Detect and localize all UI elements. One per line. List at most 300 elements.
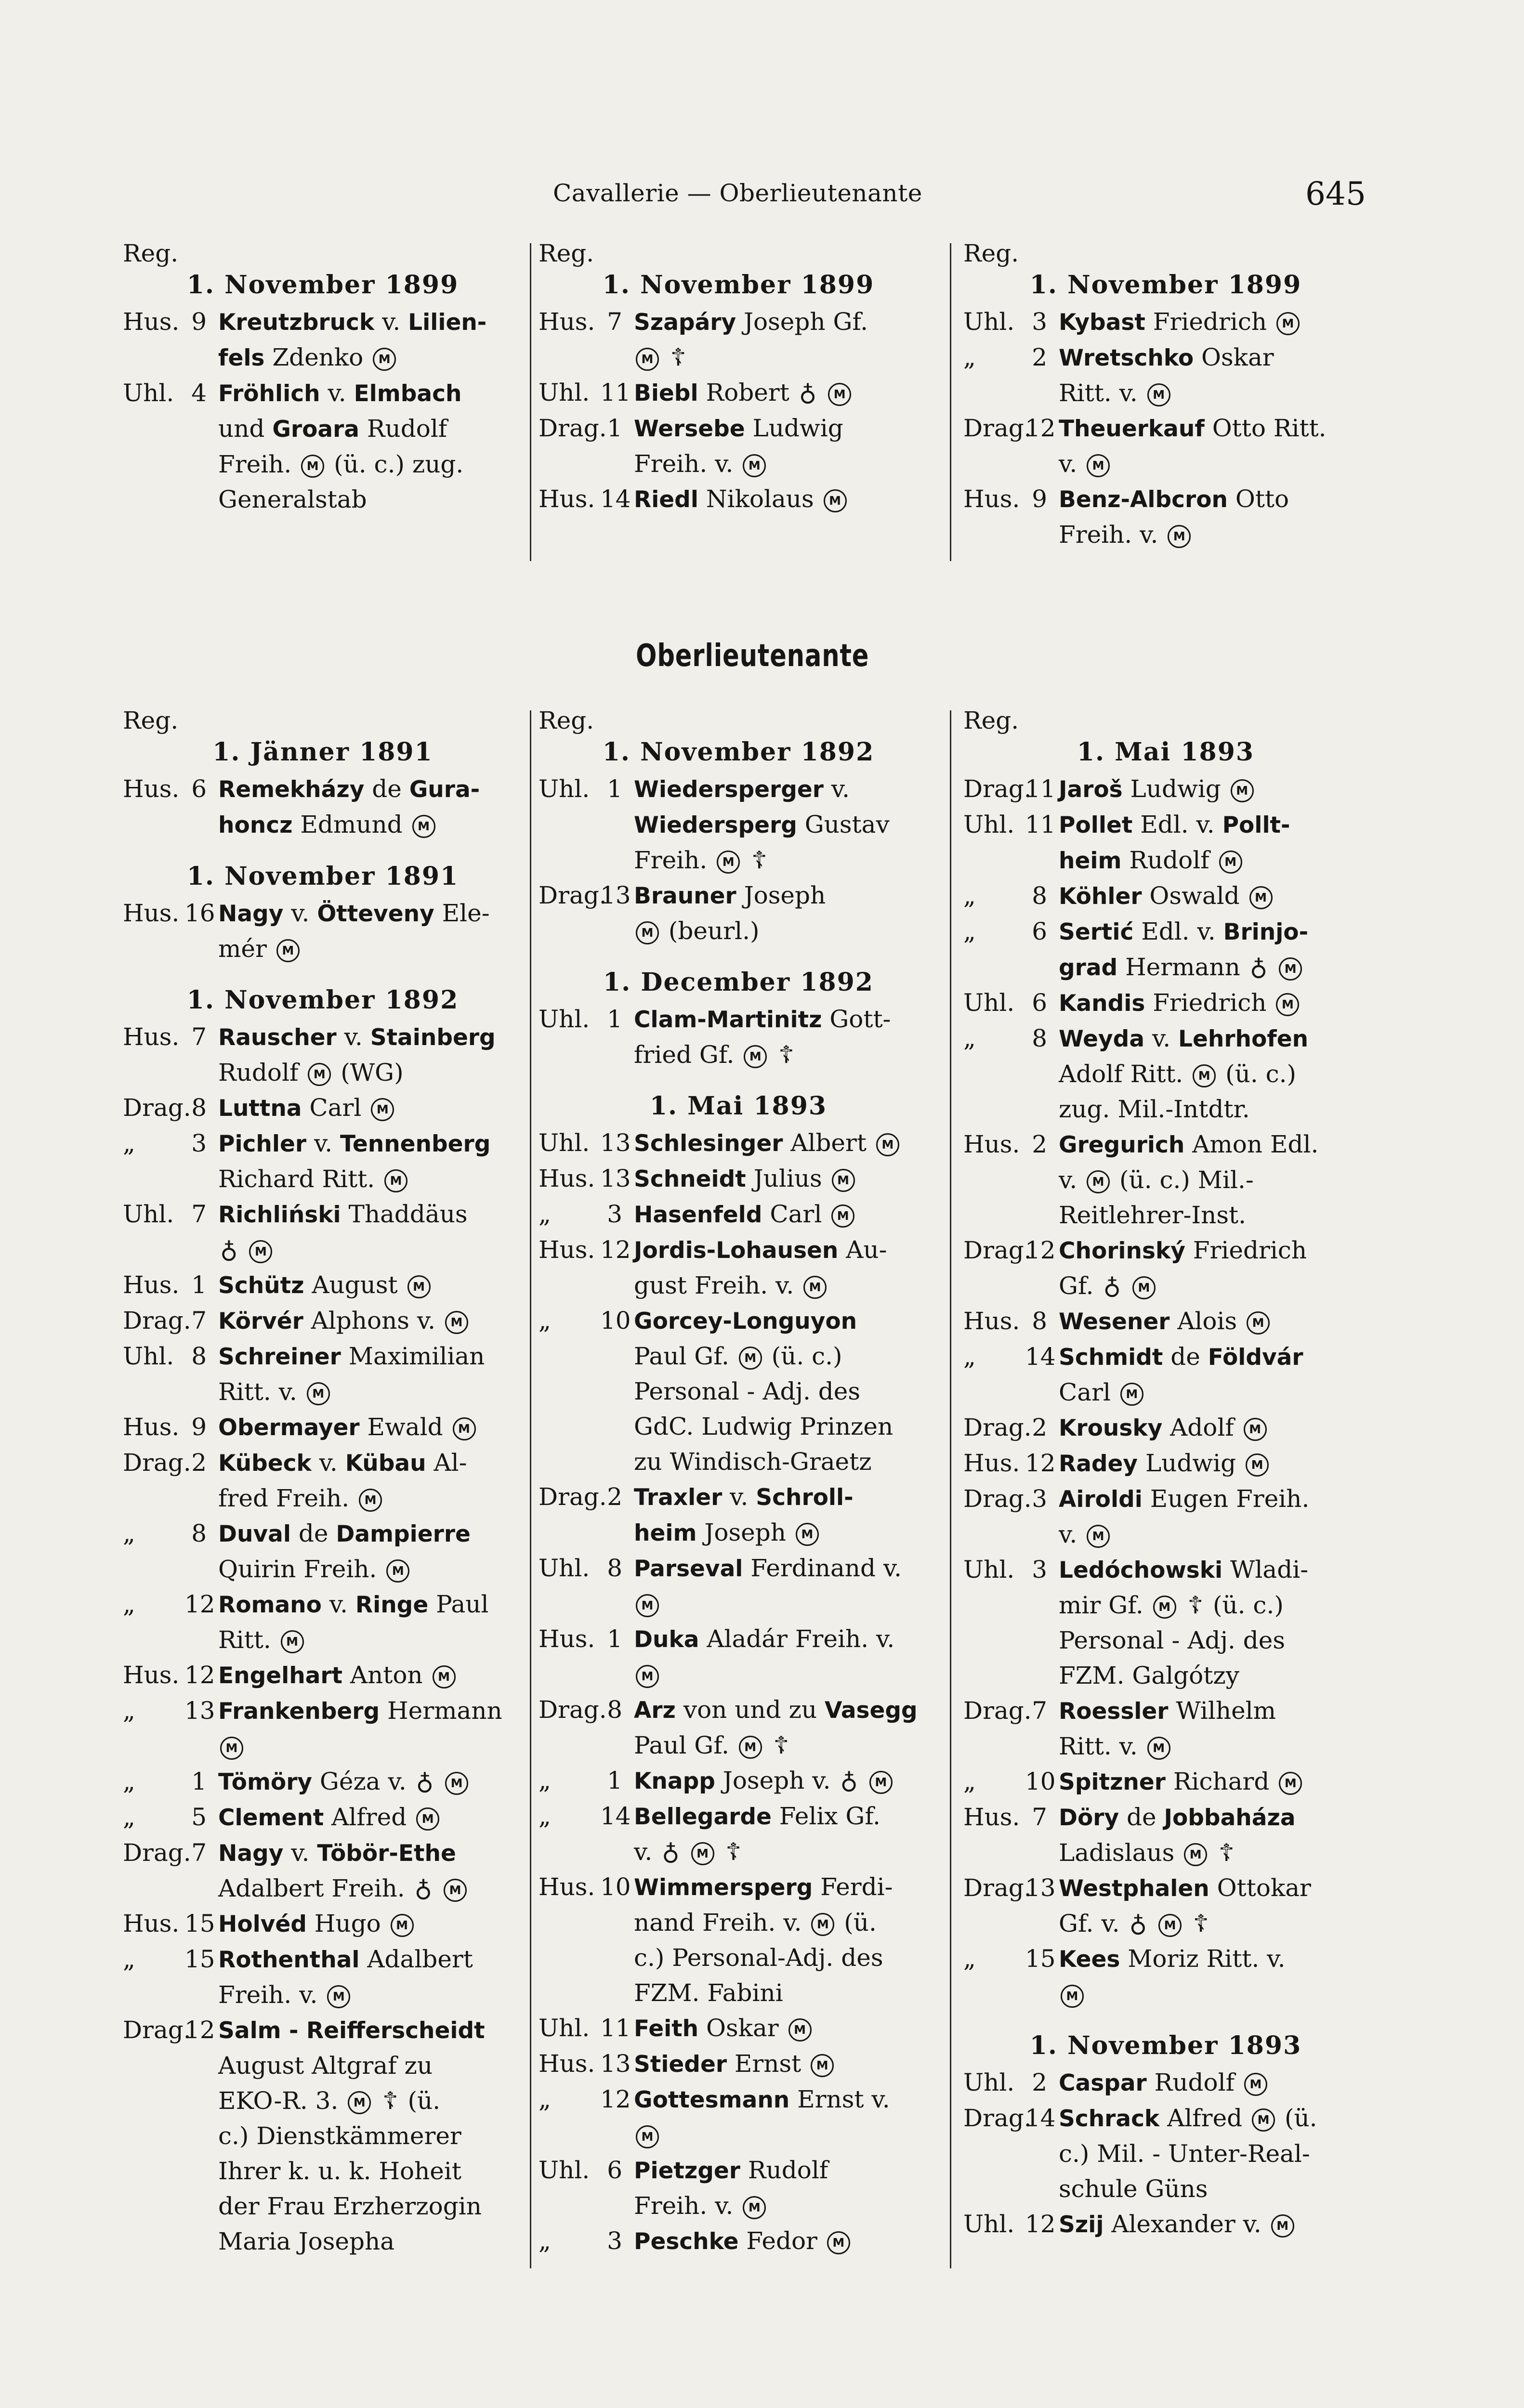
regiment-number: 14: [1025, 2104, 1056, 2132]
regiment-type: Uhl.: [539, 1005, 590, 1033]
text-line: Sertić Edl. v. Brinjo-: [1059, 917, 1309, 945]
regiment-number: 7: [1032, 1803, 1047, 1831]
date-heading: 1. Mai 1893: [649, 1091, 828, 1121]
surname: Rauscher: [218, 1024, 337, 1051]
officer-entry: [123, 304, 523, 376]
surname: Kübau: [345, 1450, 426, 1477]
officer-entry: [123, 1303, 523, 1339]
regiment-number: 13: [1025, 1874, 1056, 1902]
officer-text: [1059, 1552, 1368, 1693]
surname: Schmidt: [1059, 1344, 1163, 1371]
text-line: Engelhart Anton M: [218, 1658, 523, 1693]
text-line: v. M: [1059, 1517, 1368, 1552]
medal-icon: M: [1168, 525, 1191, 548]
regiment-number: 11: [1025, 811, 1056, 838]
medal-icon: M: [308, 1063, 331, 1086]
regiment-type: Hus.: [539, 485, 595, 513]
regiment-type: „: [123, 1803, 135, 1831]
regiment-type: Drag.: [963, 1485, 1032, 1513]
officer-entry: [123, 1268, 523, 1303]
officer-entry: [539, 1479, 938, 1551]
officer-text: [1059, 914, 1368, 985]
medal-icon: M: [1247, 1311, 1270, 1335]
surname: Bellegarde: [634, 1804, 772, 1830]
medal-icon: M: [739, 1736, 762, 1759]
text-line: Freih. v. M: [1059, 517, 1368, 552]
officer-text: [634, 411, 938, 482]
surname: Ringe: [355, 1592, 429, 1618]
officer-entry: [539, 1622, 938, 1692]
text-line: Caspar Rudolf M: [1059, 2065, 1368, 2101]
text-line: v. M: [1059, 446, 1368, 482]
regiment-number: 15: [184, 1945, 215, 1973]
text-line: Westphalen Ottokar: [1059, 1874, 1311, 1902]
regiment-number: 8: [1032, 1024, 1047, 1052]
text-line: c.) Personal-Adj. des: [634, 1944, 883, 1972]
text-line: Carl M: [1059, 1375, 1368, 1410]
regiment-number: 12: [600, 2085, 631, 2113]
text-line: [634, 340, 938, 375]
surname: heim: [1059, 848, 1122, 874]
officer-entry: [539, 375, 938, 411]
regiment-type: „: [539, 1307, 551, 1335]
text-line: Szapáry Joseph Gf.: [634, 308, 868, 336]
date-heading: 1. November 1892: [186, 985, 459, 1015]
medal-icon: M: [1147, 383, 1170, 406]
officer-entry: [123, 1445, 523, 1516]
regiment-type: Hus.: [123, 1661, 180, 1689]
surname: fels: [218, 345, 265, 371]
regiment-number: 14: [600, 1802, 631, 1830]
text-line: Richard Ritt. M: [218, 1162, 523, 1197]
officer-entry: [539, 1303, 938, 1479]
officer-text: [218, 1516, 523, 1587]
medal-icon: M: [327, 1985, 350, 2008]
surname: Elmbach: [354, 380, 462, 407]
medal-icon: M: [384, 1169, 407, 1192]
regiment-type: Drag.: [963, 1874, 1032, 1902]
officer-entry: [963, 1021, 1368, 1127]
column-rule: [950, 710, 951, 2268]
text-line: Wesener Alois M: [1059, 1304, 1368, 1339]
medal-icon: M: [744, 1045, 767, 1068]
officer-entry: [963, 1764, 1368, 1800]
regiment-number: 3: [191, 1129, 207, 1157]
officer-text: [1059, 1446, 1368, 1481]
page-number: 645: [1305, 175, 1366, 212]
surname: Remekházy: [218, 776, 365, 803]
medal-icon: M: [636, 348, 659, 371]
text-line: Obermayer Ewald M: [218, 1410, 523, 1445]
text-line: Tömöry Géza v. ♁ M: [218, 1764, 523, 1800]
officer-text: [218, 1126, 523, 1197]
regiment-number: 13: [600, 2050, 631, 2078]
officer-entry: [963, 2065, 1368, 2101]
medal-icon: M: [1244, 1418, 1267, 1441]
text-line: Jordis-Lohausen Au-: [634, 1236, 887, 1264]
officer-entry: [539, 1692, 938, 1763]
text-line: Paul Gf. M (ü. c.): [634, 1342, 842, 1370]
regiment-type: „: [539, 2227, 551, 2255]
text-line: Köhler Oswald M: [1059, 878, 1368, 914]
text-line: Duka Aladár Freih. v.: [634, 1625, 895, 1653]
surname: Jaroš: [1059, 776, 1123, 803]
surname: Ledóchowski: [1059, 1557, 1223, 1584]
surname: Gura-: [409, 776, 480, 803]
regiment-type: Uhl.: [539, 1129, 590, 1157]
surname: Jordis-Lohausen: [634, 1237, 839, 1264]
regiment-number: 5: [191, 1803, 207, 1831]
group-gap: [123, 967, 523, 981]
text-line: Clement Alfred M: [218, 1800, 523, 1835]
surname: Köhler: [1059, 883, 1142, 910]
officer-entry: [123, 1197, 523, 1268]
officer-text: [634, 2082, 938, 2153]
surname: Vasegg: [825, 1697, 918, 1724]
medal-icon: M: [743, 454, 766, 477]
text-line: Hasenfeld Carl M: [634, 1197, 938, 1232]
medal-icon: M: [453, 1417, 476, 1440]
medal-icon: M: [1276, 993, 1299, 1016]
date-heading: 1. November 1892: [602, 737, 875, 767]
reg-label: Reg.: [539, 239, 594, 267]
officer-entry: [963, 807, 1368, 878]
text-line: Freih. M ☦: [634, 846, 767, 874]
officer-entry: [963, 1339, 1368, 1410]
regiment-type: Uhl.: [123, 1342, 174, 1370]
medal-icon: M: [386, 1559, 409, 1583]
text-line: Bellegarde Felix Gf.: [634, 1802, 880, 1830]
surname: Hasenfeld: [634, 1202, 762, 1228]
medal-icon: M: [412, 815, 435, 838]
regiment-type: Hus.: [123, 1413, 180, 1441]
officer-entry: [539, 1161, 938, 1197]
regiment-number: 2: [607, 1483, 622, 1511]
regiment-number: 8: [607, 1696, 622, 1724]
text-line: v. M (ü. c.) Mil.-: [1059, 1166, 1254, 1194]
officer-entry: [123, 1906, 523, 1942]
date-heading: 1. November 1899: [602, 270, 875, 300]
regiment-type: Drag.: [539, 414, 607, 442]
text-line: Maria Josepha: [218, 2227, 395, 2255]
regiment-type: Uhl.: [963, 811, 1015, 838]
text-line: [218, 2013, 523, 2048]
medal-icon: M: [1231, 779, 1254, 802]
text-line: Wimmersperg Ferdi-: [634, 1873, 893, 1901]
column-rule: [530, 710, 531, 2268]
medal-icon: M: [636, 2125, 659, 2148]
text-line: Radey Ludwig M: [1059, 1446, 1368, 1481]
text-line: Adolf Ritt. M (ü. c.): [1059, 1060, 1297, 1088]
surname: Pichler: [218, 1131, 307, 1157]
regiment-number: 13: [600, 881, 631, 909]
officer-text: [1059, 1339, 1368, 1410]
regiment-number: 8: [1032, 882, 1047, 910]
surname: Kreutzbruck: [218, 309, 375, 336]
regiment-number: 12: [1025, 414, 1056, 442]
reg-label: Reg.: [963, 239, 1019, 267]
surname: Gregurich: [1059, 1132, 1185, 1158]
group-gap: [539, 1073, 938, 1087]
text-line: Duval de Dampierre: [218, 1519, 471, 1547]
officer-text: [1059, 1304, 1368, 1339]
officer-text: [634, 2224, 938, 2259]
text-line: Gf. ♁ M: [1059, 1269, 1368, 1304]
medal-icon: M: [416, 1807, 439, 1831]
officer-text: [634, 1197, 938, 1232]
officer-text: [218, 1020, 523, 1090]
officer-entry: [539, 2153, 938, 2224]
regiment-type: Hus.: [539, 1625, 595, 1653]
surname: Nagy: [218, 901, 284, 927]
officer-text: [218, 304, 523, 376]
text-line: Peschke Fedor M: [634, 2224, 938, 2259]
officer-text: [1059, 482, 1368, 552]
text-line: August Altgraf zu: [218, 2052, 433, 2080]
text-line: Kreutzbruck v. Lilien-: [218, 308, 487, 336]
officer-entry: [963, 304, 1368, 340]
text-line: Spitzner Richard M: [1059, 1764, 1368, 1800]
regiment-type: Uhl.: [963, 2068, 1015, 2096]
surname: Radey: [1059, 1451, 1138, 1477]
officer-text: [634, 375, 938, 411]
medal-icon: M: [811, 2054, 834, 2077]
officer-entry: [539, 482, 938, 517]
text-line: Schrack Alfred M (ü.: [1059, 2104, 1317, 2132]
regiment-number: 8: [191, 1342, 207, 1370]
medal-icon: M: [1120, 1383, 1143, 1406]
regiment-type: Hus.: [963, 1449, 1020, 1477]
officer-entry: [539, 1799, 938, 1870]
regiment-number: 11: [600, 379, 631, 406]
text-line: Airoldi Eugen Freih.: [1059, 1485, 1310, 1513]
surname: Lehrhofen: [1178, 1026, 1309, 1052]
officer-text: [218, 2013, 523, 2259]
medal-icon: M: [717, 851, 740, 874]
cross-icon: ☦: [1219, 1839, 1235, 1867]
regiment-type: Uhl.: [539, 1554, 590, 1582]
text-line: Adalbert Freih. ♁ M: [218, 1871, 523, 1906]
regiment-number: 13: [600, 1165, 631, 1192]
surname: Roessler: [1059, 1698, 1169, 1725]
officer-entry: [963, 1552, 1368, 1693]
officer-entry: [539, 1232, 938, 1303]
regiment-type: Uhl.: [123, 379, 174, 407]
text-line: Quirin Freih. M: [218, 1552, 523, 1587]
surname: Kybast: [1059, 309, 1145, 336]
text-line: Arz von und zu Vasegg: [634, 1696, 918, 1724]
reg-label: Reg.: [963, 707, 1019, 734]
text-line: [634, 1586, 938, 1622]
medal-icon: M: [1252, 2108, 1275, 2132]
text-line: Rauscher v. Stainberg: [218, 1023, 496, 1051]
surname: Duka: [634, 1626, 699, 1653]
text-line: Freih. M (ü. c.) zug.: [218, 450, 464, 478]
cross-icon: ☦: [725, 1838, 741, 1866]
regiment-type: Drag.: [963, 1413, 1032, 1441]
regiment-type: Hus.: [539, 2050, 595, 2078]
text-line: Romano v. Ringe Paul: [218, 1590, 489, 1618]
cross-icon: ☦: [778, 1041, 794, 1069]
regiment-type: „: [539, 1802, 551, 1830]
surname: heim: [634, 1520, 697, 1546]
officer-text: [634, 1002, 938, 1073]
running-title: Cavallerie — Oberlieutenante: [553, 179, 922, 207]
officer-entry: [963, 1410, 1368, 1446]
officer-entry: [963, 2101, 1368, 2207]
surname: Kübeck: [218, 1450, 312, 1477]
surname: Theuerkauf: [1059, 416, 1205, 442]
text-line: Schütz August M: [218, 1268, 523, 1303]
officer-text: [634, 1692, 938, 1763]
text-line: Ritt. v. M: [1059, 376, 1368, 411]
regiment-type: Hus.: [539, 1236, 595, 1264]
officer-entry: [123, 1339, 523, 1410]
surname: Jobbaháza: [1164, 1805, 1296, 1831]
officer-text: [218, 1906, 523, 1942]
regiment-type: Hus.: [123, 899, 180, 927]
text-line: Ritt. v. M: [218, 1374, 523, 1410]
regiment-number: 8: [191, 1519, 207, 1547]
regiment-type: „: [539, 2085, 551, 2113]
medal-icon: M: [249, 1240, 272, 1263]
officer-text: [218, 1658, 523, 1693]
top-column-3: [963, 241, 1368, 552]
text-line: c.) Dienstkämmerer: [218, 2122, 461, 2150]
text-line: Freih. v. M: [218, 1977, 523, 2013]
officer-text: [218, 1303, 523, 1339]
main-column-3: [963, 708, 1368, 2242]
regiment-number: 3: [607, 2227, 622, 2255]
medal-icon: M: [220, 1737, 243, 1760]
officer-entry: [963, 411, 1368, 482]
cross-icon: ☦: [382, 2087, 398, 2115]
text-line: fred Freih. M: [218, 1481, 523, 1516]
surname: Sertić: [1059, 919, 1134, 945]
officer-entry: [963, 482, 1368, 552]
officer-text: [634, 1551, 938, 1622]
officer-text: [1059, 1693, 1368, 1764]
text-line: Biebl Robert ♁ M: [634, 375, 938, 411]
surname: Kees: [1059, 1946, 1120, 1973]
regiment-number: 3: [607, 1200, 622, 1228]
text-line: Riedl Nikolaus M: [634, 482, 938, 517]
text-line: Schneidt Julius M: [634, 1161, 938, 1197]
officer-text: [1059, 1127, 1368, 1233]
regiment-type: Drag.: [123, 1094, 191, 1122]
group-gap: [123, 843, 523, 857]
surname: Rothenthal: [218, 1947, 360, 1973]
officer-text: [634, 878, 938, 949]
surname: Engelhart: [218, 1662, 343, 1689]
surname: Feith: [634, 2015, 699, 2042]
text-line: Nagy v. Töbör-Ethe: [218, 1839, 456, 1867]
surname: Riedl: [634, 486, 698, 513]
text-line: Generalstab: [218, 485, 367, 513]
officer-text: [634, 482, 938, 517]
surname: Wersebe: [634, 416, 745, 442]
medal-icon: M: [743, 2196, 766, 2219]
regiment-type: Hus.: [123, 308, 180, 336]
medal-icon: M: [1246, 1453, 1269, 1477]
text-line: [634, 1657, 938, 1692]
regiment-number: 8: [191, 1094, 207, 1122]
surname: Westphalen: [1059, 1875, 1209, 1902]
surname: Döry: [1059, 1805, 1119, 1831]
officer-text: [218, 1693, 523, 1764]
officer-text: [218, 896, 523, 967]
medal-icon: M: [1061, 1985, 1084, 2008]
medal-icon: M: [803, 1276, 827, 1299]
text-line: Benz-Albcron Otto: [1059, 485, 1289, 513]
text-line: Holvéd Hugo M: [218, 1906, 523, 1942]
officer-entry: [123, 1410, 523, 1445]
officer-text: [1059, 1871, 1368, 1941]
text-line: [634, 1303, 938, 1339]
text-line: Rudolf M (WG): [218, 1059, 404, 1086]
text-line: mir Gf. M ☦ (ü. c.): [1059, 1591, 1284, 1619]
text-line: Clam-Martinitz Gott-: [634, 1005, 891, 1033]
text-line: zu Windisch-Graetz: [634, 1448, 872, 1476]
text-line: Ihrer k. u. k. Hoheit: [218, 2157, 461, 2185]
medal-icon: M: [307, 1382, 330, 1405]
officer-text: [218, 1339, 523, 1410]
officer-entry: [123, 1835, 523, 1906]
regiment-number: 3: [1032, 308, 1047, 336]
regiment-number: 12: [184, 2016, 215, 2044]
text-line: Körvér Alphons v. M: [218, 1303, 523, 1339]
medal-icon: M: [691, 1842, 714, 1865]
text-line: und Groara Rudolf: [218, 415, 447, 443]
officer-entry: [539, 1002, 938, 1073]
medal-icon: M: [811, 1913, 834, 1936]
regiment-number: 13: [184, 1697, 215, 1725]
surname: Wiedersperg: [634, 812, 797, 838]
regiment-number: 7: [191, 1839, 207, 1867]
officer-entry: [963, 1800, 1368, 1871]
text-line: [634, 2118, 938, 2153]
medal-icon: M: [445, 1772, 468, 1795]
text-line: gust Freih. v. M: [634, 1268, 938, 1303]
officer-text: [218, 376, 523, 517]
surname: Wiedersperger: [634, 776, 824, 803]
surname: Weyda: [1059, 1026, 1145, 1052]
officer-text: [218, 1197, 523, 1268]
regiment-type: Hus.: [963, 485, 1020, 513]
date-heading: 1. December 1892: [603, 968, 874, 997]
regiment-type: Hus.: [963, 1803, 1020, 1831]
medal-icon: M: [373, 348, 396, 371]
surname: Gottesmann: [634, 2087, 790, 2113]
regiment-type: Drag.: [963, 1236, 1032, 1264]
officer-entry: [539, 1870, 938, 2011]
surname: Stieder: [634, 2051, 727, 2078]
text-line: M (beurl.): [634, 914, 938, 949]
officer-text: [634, 1622, 938, 1692]
regiment-number: 14: [1025, 1343, 1056, 1371]
ring-icon: ♁: [414, 1874, 433, 1902]
regiment-number: 2: [1032, 2068, 1047, 2096]
surname: Spitzner: [1059, 1769, 1166, 1795]
medal-icon: M: [739, 1347, 762, 1370]
text-line: Frankenberg Hermann: [218, 1697, 502, 1725]
officer-entry: [539, 2224, 938, 2259]
regiment-number: 12: [1025, 2210, 1056, 2238]
medal-icon: M: [1279, 957, 1302, 981]
ring-icon: ♁: [1129, 1910, 1147, 1937]
regiment-number: 7: [191, 1023, 207, 1051]
officer-text: [1059, 1764, 1368, 1800]
